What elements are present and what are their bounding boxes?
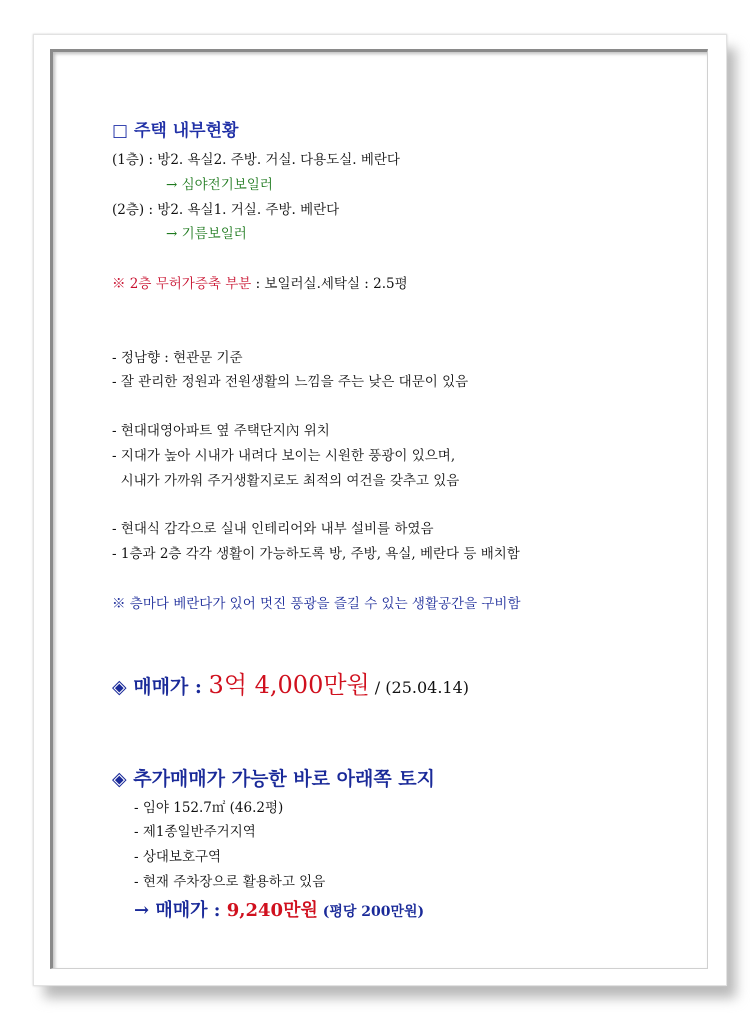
feature-item: - 현대식 감각으로 실내 인테리어와 내부 설비를 하였음 [112, 521, 434, 537]
highlight-note: ※ 층마다 베란다가 있어 멋진 풍광을 즐길 수 있는 생활공간을 구비함 [112, 596, 521, 612]
feature-item: - 잘 관리한 정원과 전원생활의 느낌을 주는 낮은 대문이 있음 [112, 374, 469, 390]
floor1-desc: (1층) : 방2. 욕실2. 주방. 거실. 다용도실. 베란다 [112, 152, 400, 168]
photo-frame [33, 34, 727, 986]
land-price-value: 9,240만원 [226, 900, 318, 921]
sale-price-value: 3억 4,000만원 [208, 671, 370, 699]
sale-price-line [112, 668, 469, 706]
section-title: □ 주택 내부현황 [112, 121, 239, 141]
extension-note [112, 275, 408, 293]
extension-note-mark: ※ 2층 무허가증축 부분 [112, 276, 252, 292]
land-item: - 상대보호구역 [134, 849, 222, 865]
feature-item: - 정남향 : 현관문 기준 [112, 350, 243, 366]
feature-item: - 현대대영아파트 옆 주택단지內 위치 [112, 423, 330, 439]
land-item: - 임야 152.7㎡ (46.2평) [134, 800, 284, 816]
sale-price-label: ◈ 매매가 : [112, 676, 209, 698]
land-price-line [134, 898, 424, 925]
land-item: - 현재 주차장으로 활용하고 있음 [134, 874, 326, 890]
feature-item: - 1층과 2층 각각 생활이 가능하도록 방, 주방, 욕실, 베란다 등 배치함 [112, 546, 520, 562]
floor2-desc: (2층) : 방2. 욕실1. 거실. 주방. 베란다 [112, 202, 340, 218]
floor2-heating: → 기름보일러 [166, 226, 247, 242]
extension-note-detail: : 보일러실.세탁실 : 2.5평 [251, 276, 408, 292]
land-price-note: (평당 200만원) [317, 904, 425, 920]
feature-item: - 지대가 높아 시내가 내려다 보이는 시원한 풍광이 있으며, [112, 448, 456, 464]
land-price-label: → 매매가 : [134, 900, 227, 921]
land-item: - 제1종일반주거지역 [134, 824, 256, 840]
feature-item: 시내가 가까워 주거생활지로도 최적의 여건을 갖추고 있음 [112, 473, 460, 489]
land-title: ◈ 추가매매가 가능한 바로 아래쪽 토지 [112, 768, 435, 790]
sale-price-date: / (25.04.14) [369, 678, 470, 697]
floor1-heating: → 심야전기보일러 [166, 177, 273, 193]
